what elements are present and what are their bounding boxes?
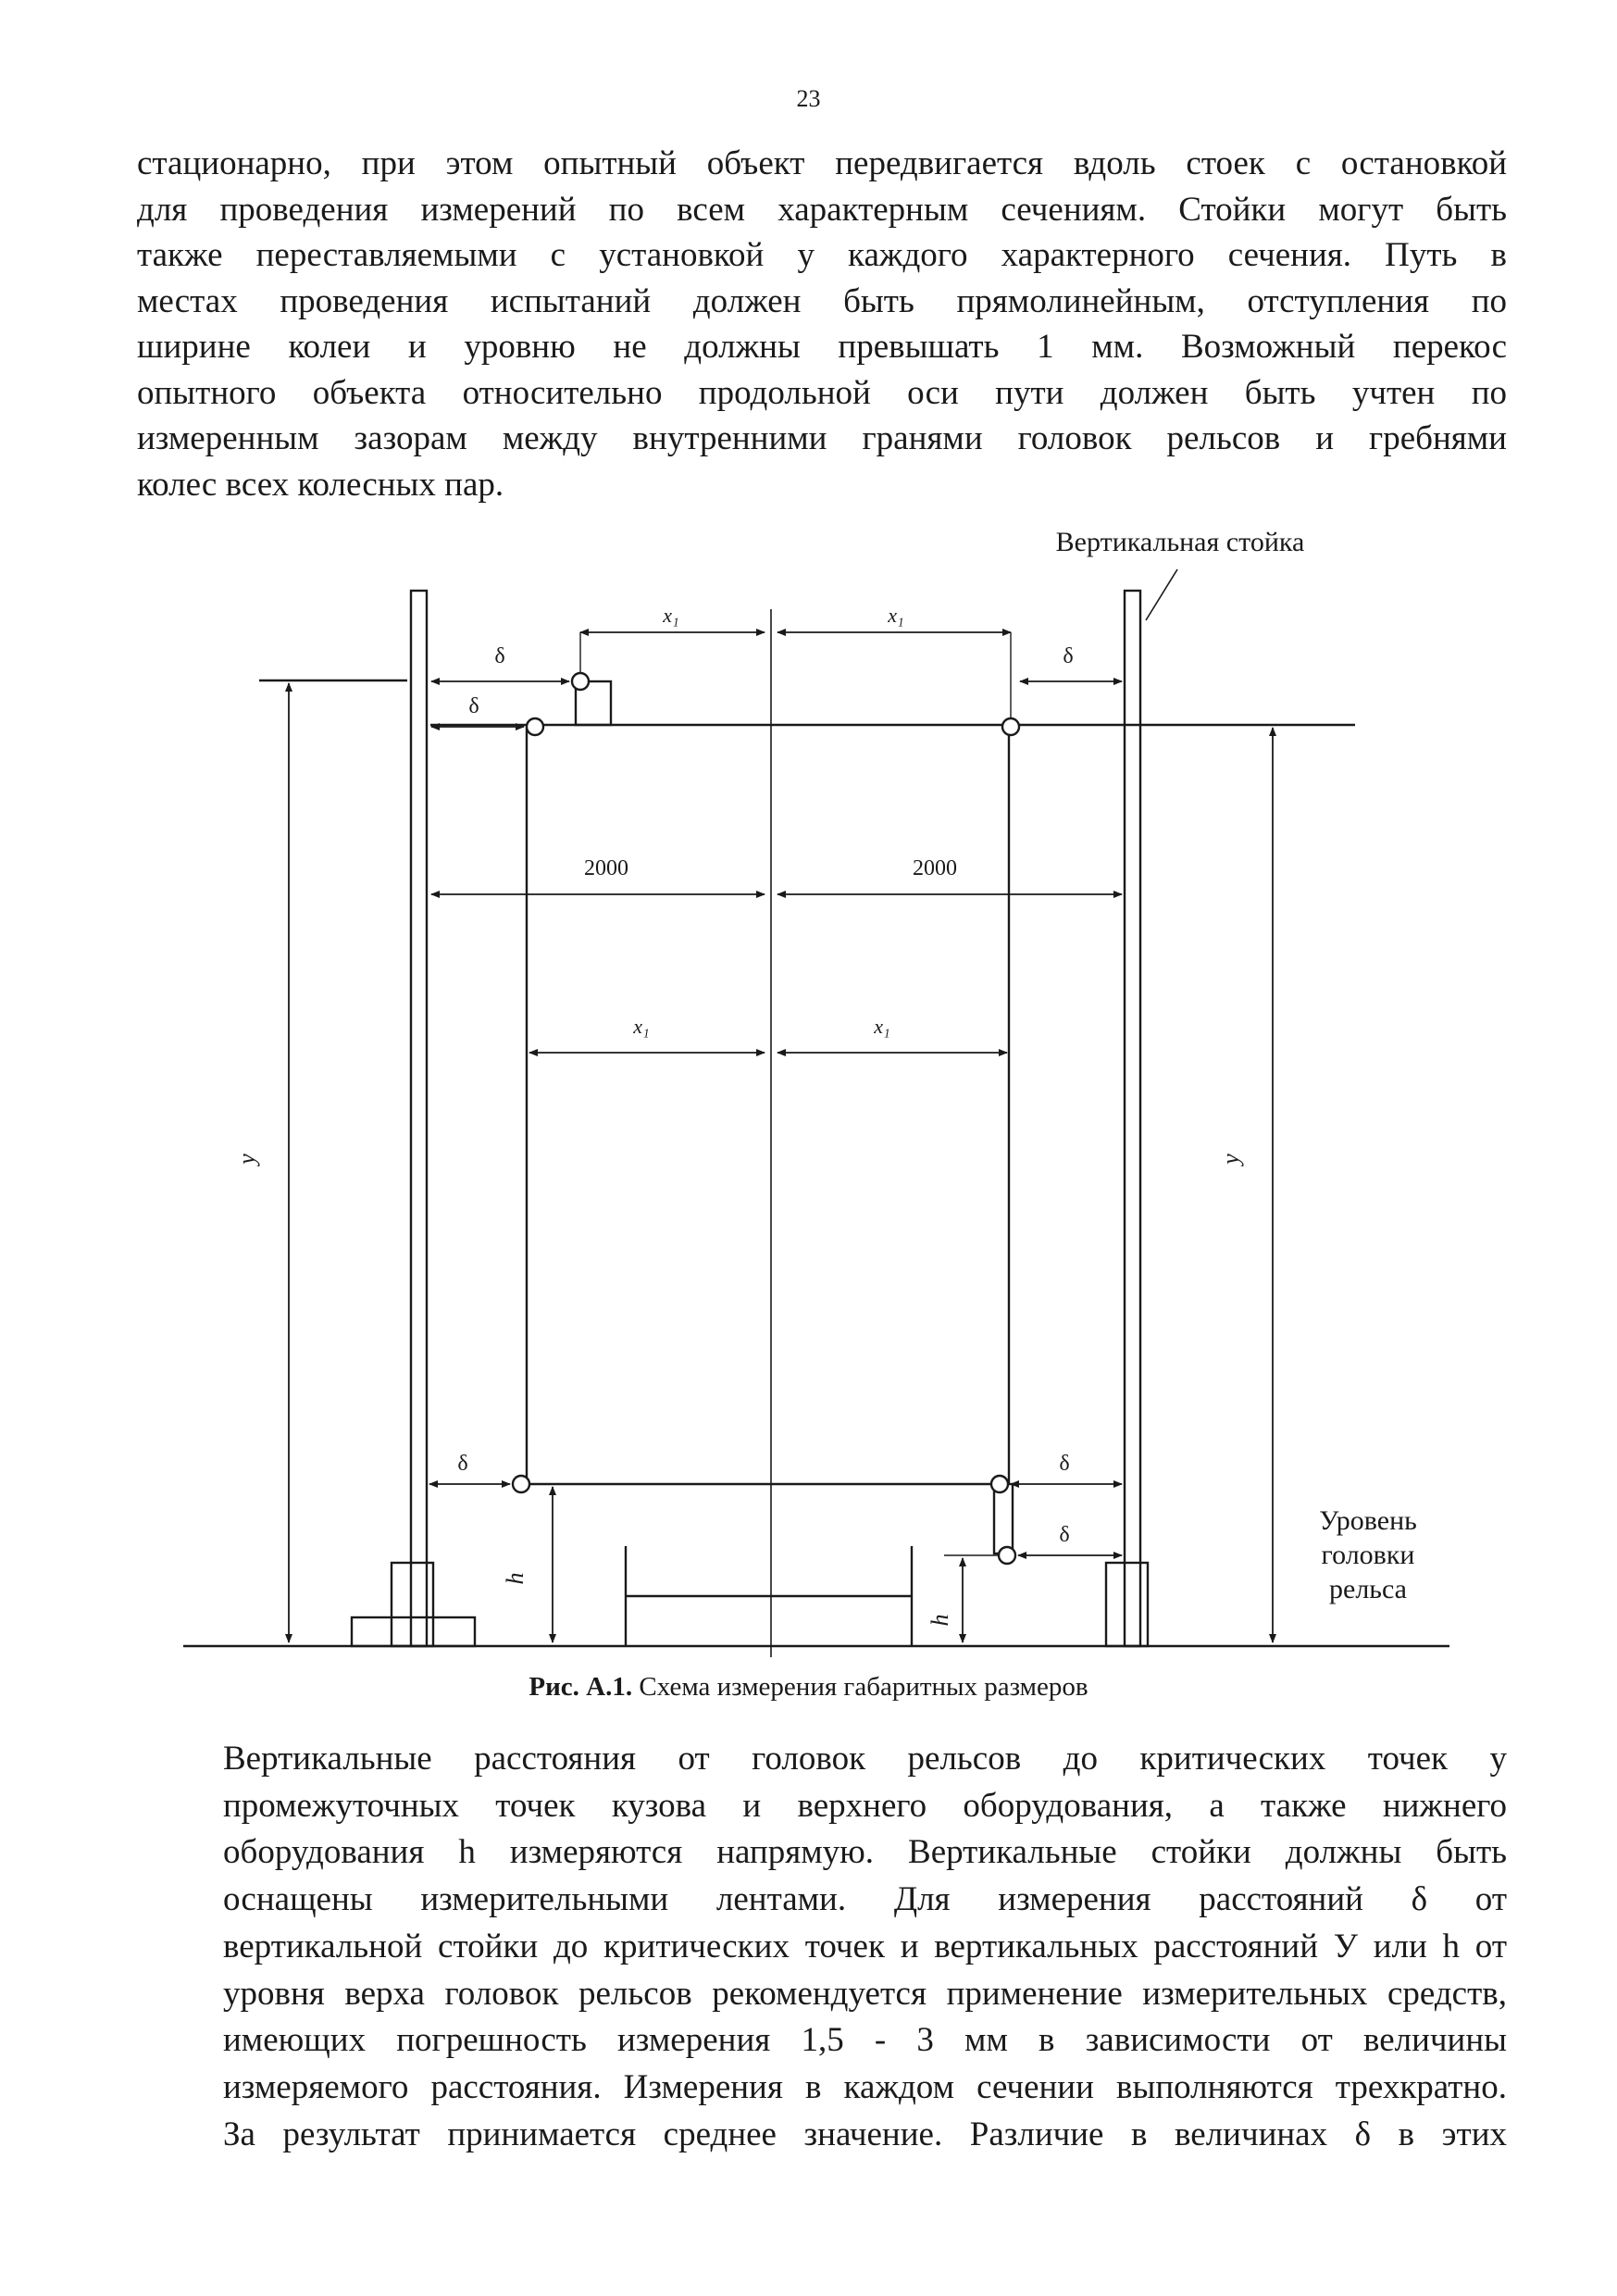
dim-label-h: h	[927, 1614, 953, 1627]
dim-label-x1: x₁	[888, 604, 904, 627]
rail-level-label-line2: головки	[1321, 1540, 1415, 1570]
paragraph-2	[137, 1736, 1507, 2158]
left-post-foot	[352, 1617, 475, 1646]
dim-label-2000: 2000	[913, 856, 957, 880]
paragraph-line: для проведения измерений по всем характерным сечениям. Стойки могут быть	[137, 190, 1507, 229]
right-post-base	[1106, 1563, 1148, 1646]
paragraph-line: Вертикальные расстояния от головок рельсов до критических точек у	[223, 1740, 1507, 1778]
dim-label-delta: δ	[1059, 1452, 1070, 1476]
diagram-svg	[0, 518, 1617, 1685]
dim-label-x1: x₁	[874, 1015, 890, 1038]
critical-point-lower-right	[991, 1476, 1008, 1492]
dim-label-x1: x₁	[663, 604, 679, 627]
page-number: 23	[796, 85, 821, 112]
vertical-post-label: Вертикальная стойка	[1055, 527, 1305, 557]
dim-label-delta: δ	[468, 694, 479, 718]
paragraph-line: оборудования h измеряются напрямую. Вертикальные стойки должны быть	[223, 1833, 1507, 1872]
paragraph-line: имеющих погрешность измерения 1,5 - 3 мм в зависимости от величины	[223, 2021, 1507, 2060]
figure-caption-label: Рис. А.1.	[529, 1672, 633, 1702]
paragraph-line: уровня верха головок рельсов рекомендуется применение измерительных средств,	[223, 1974, 1507, 2013]
paragraph-line: опытного объекта относительно продольной оси пути должен быть учтен по	[137, 373, 1507, 412]
post-label-leader	[1146, 569, 1177, 620]
critical-point-top-left	[572, 673, 589, 690]
rail-level-label-line1: Уровень	[1319, 1505, 1417, 1536]
dim-label-delta: δ	[494, 644, 505, 668]
paragraph-line: За результат принимается среднее значение. Различие в величинах δ в этих	[223, 2115, 1507, 2153]
gauge-measurement-diagram	[0, 518, 1617, 1722]
dim-label-h: h	[502, 1572, 529, 1585]
paragraph-line: промежуточных точек кузова и верхнего оборудования, а также нижнего	[223, 1786, 1507, 1825]
critical-point-bottom-right	[999, 1547, 1015, 1564]
paragraph-line: стационарно, при этом опытный объект передвигается вдоль стоек с остановкой	[137, 144, 1507, 182]
figure-caption	[0, 1672, 1617, 1703]
critical-point-upper-right	[1002, 718, 1019, 735]
paragraph-line: ширине колеи и уровню не должны превышать 1 мм. Возможный перекос	[137, 328, 1507, 366]
paragraph-line: оснащены измерительными лентами. Для измерения расстояний δ от	[223, 1880, 1507, 1919]
paragraph-line: колес всех колесных пар.	[137, 465, 504, 504]
left-vertical-post	[411, 591, 427, 1646]
dim-label-y: y	[233, 1154, 260, 1165]
dim-label-delta: δ	[1059, 1523, 1070, 1547]
dim-label-delta: δ	[457, 1452, 468, 1476]
critical-point-lower-left	[513, 1476, 529, 1492]
figure-caption-text: Схема измерения габаритных размеров	[632, 1672, 1088, 1702]
rail-level-label-line3: рельса	[1329, 1574, 1407, 1604]
dim-label-delta: δ	[1063, 644, 1074, 668]
paragraph-line: измеренным зазорам между внутренними гранями головок рельсов и гребнями	[137, 419, 1507, 457]
dim-label-y: y	[1217, 1154, 1244, 1165]
paragraph-line: местах проведения испытаний должен быть прямолинейным, отступления по	[137, 281, 1507, 320]
paragraph-1	[137, 141, 1507, 507]
right-vertical-post	[1125, 591, 1140, 1646]
paragraph-line: также переставляемыми с установкой у каждого характерного сечения. Путь в	[137, 236, 1507, 274]
paragraph-line: измеряемого расстояния. Измерения в каждом сечении выполняются трехкратно.	[223, 2067, 1507, 2106]
paragraph-line: вертикальной стойки до критических точек и вертикальных расстояний У или h от	[223, 1927, 1507, 1965]
critical-point-upper-left	[527, 718, 543, 735]
dim-label-x1: x₁	[633, 1015, 650, 1038]
lower-equipment-block	[994, 1484, 1013, 1554]
dim-label-2000: 2000	[584, 856, 628, 880]
